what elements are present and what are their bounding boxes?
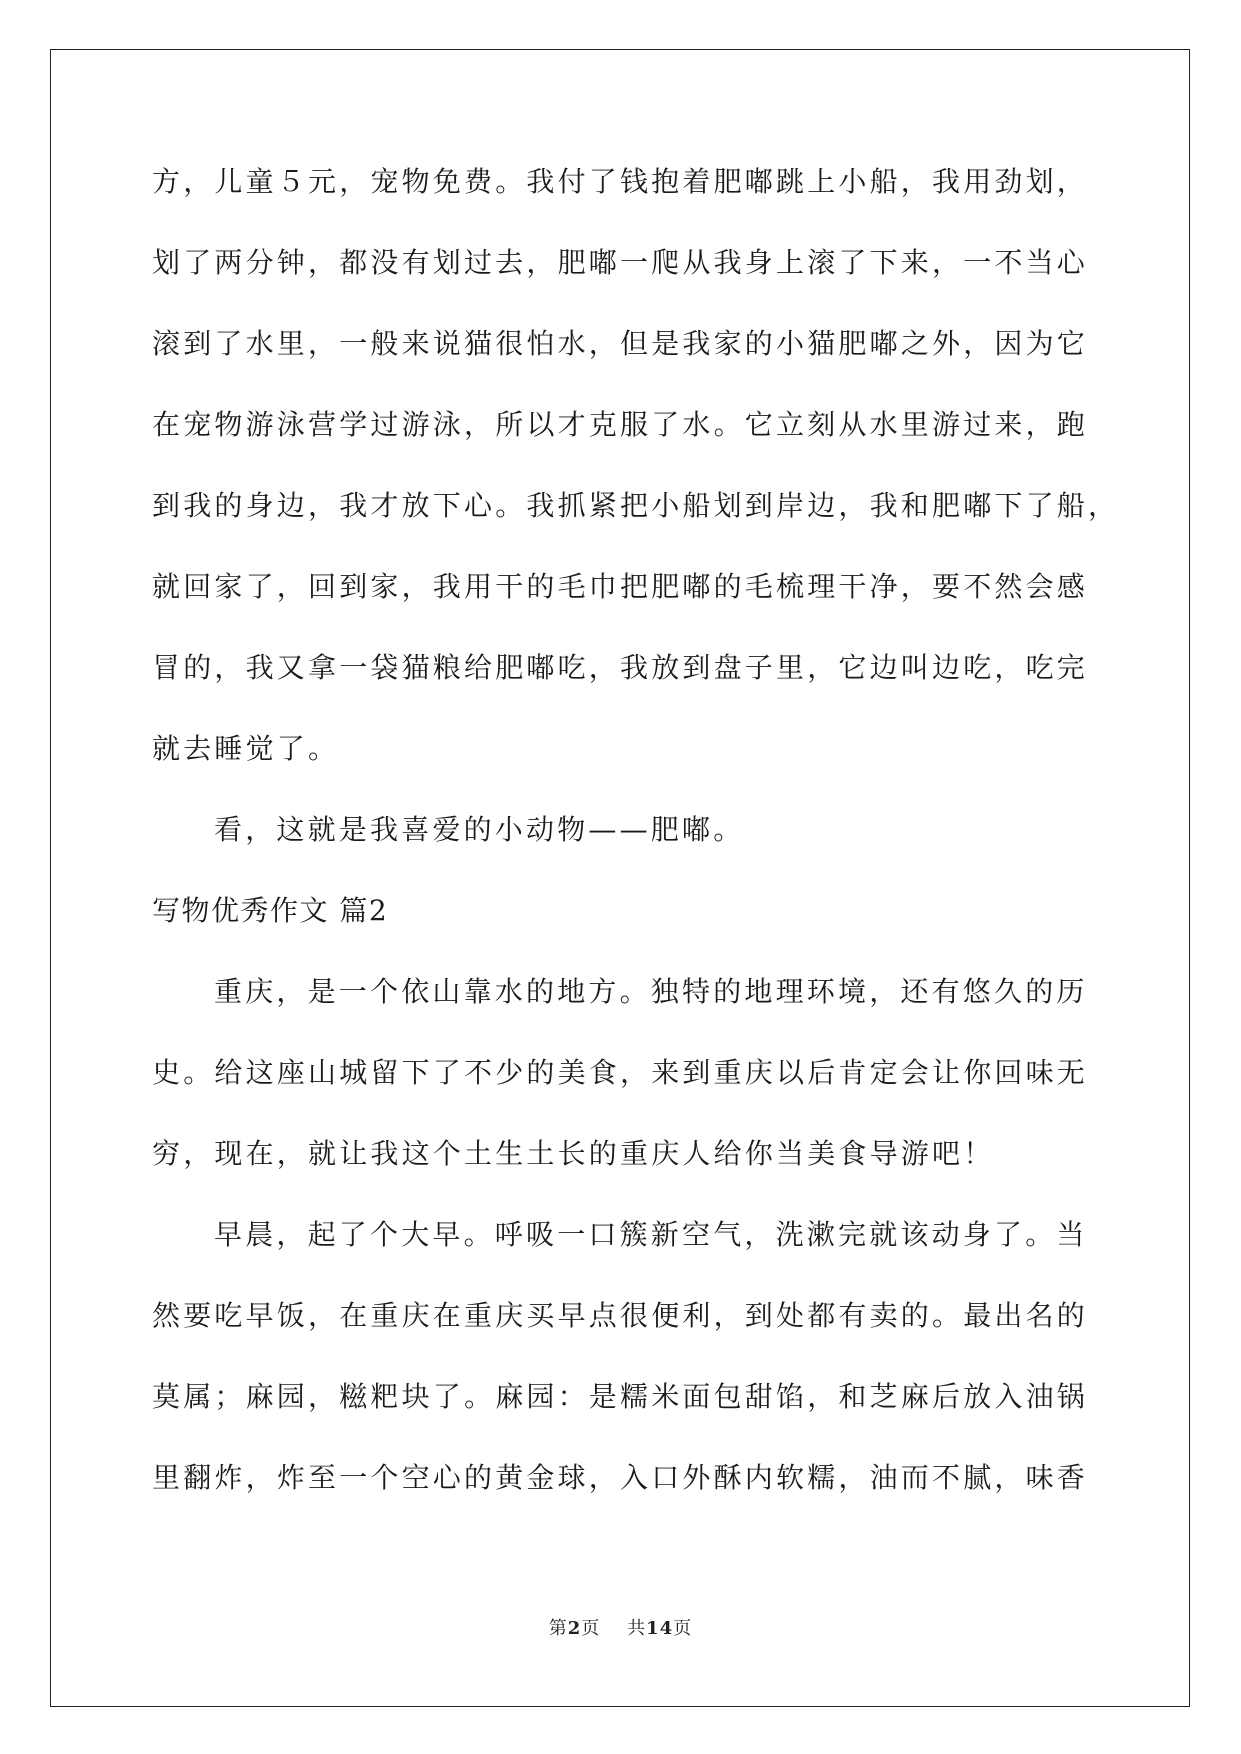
text-line: 里翻炸，炸至一个空心的黄金球，入口外酥内软糯，油而不腻，味香 <box>152 1461 1089 1494</box>
text-line: 然要吃早饭，在重庆在重庆买早点很便利，到处都有卖的。最出名的 <box>152 1299 1089 1332</box>
text-line: 看，这就是我喜爱的小动物——肥嘟。 <box>214 813 745 846</box>
text-line: 划了两分钟，都没有划过去，肥嘟一爬从我身上滚了下来，一不当心 <box>152 246 1089 279</box>
text-line: 穷，现在，就让我这个土生土长的重庆人给你当美食导游吧！ <box>152 1137 995 1170</box>
text-line: 滚到了水里，一般来说猫很怕水，但是我家的小猫肥嘟之外，因为它 <box>152 327 1089 360</box>
text-line: 莫属；麻园，糍粑块了。麻园：是糯米面包甜馅，和芝麻后放入油锅 <box>152 1380 1089 1413</box>
total-pages: 14 <box>646 1618 674 1639</box>
text-line: 就回家了，回到家，我用干的毛巾把肥嘟的毛梳理干净，要不然会感 <box>152 570 1089 603</box>
page-number: 2 <box>567 1618 582 1639</box>
page-footer <box>0 1614 1241 1640</box>
total-suffix: 页 <box>673 1618 693 1639</box>
text-line: 方，儿童５元，宠物免费。我付了钱抱着肥嘟跳上小船，我用劲划， <box>152 165 1089 198</box>
text-line: 就去睡觉了。 <box>152 732 340 765</box>
section-heading: 写物优秀作文 篇2 <box>152 894 389 927</box>
total-prefix: 共 <box>627 1618 647 1639</box>
text-line: 冒的，我又拿一袋猫粮给肥嘟吃，我放到盘子里，它边叫边吃，吃完 <box>152 651 1089 684</box>
text-line: 重庆，是一个依山靠水的地方。独特的地理环境，还有悠久的历 <box>214 975 1088 1008</box>
text-line: 在宠物游泳营学过游泳，所以才克服了水。它立刻从水里游过来，跑 <box>152 408 1089 441</box>
text-line: 到我的身边，我才放下心。我抓紧把小船划到岸边，我和肥嘟下了船， <box>152 489 1120 522</box>
page-suffix: 页 <box>581 1618 601 1639</box>
text-line: 早晨，起了个大早。呼吸一口簇新空气，洗漱完就该动身了。当 <box>214 1218 1088 1251</box>
page-prefix: 第 <box>548 1618 568 1639</box>
text-line: 史。给这座山城留下了不少的美食，来到重庆以后肯定会让你回味无 <box>152 1056 1089 1089</box>
document-body <box>152 162 1120 1539</box>
